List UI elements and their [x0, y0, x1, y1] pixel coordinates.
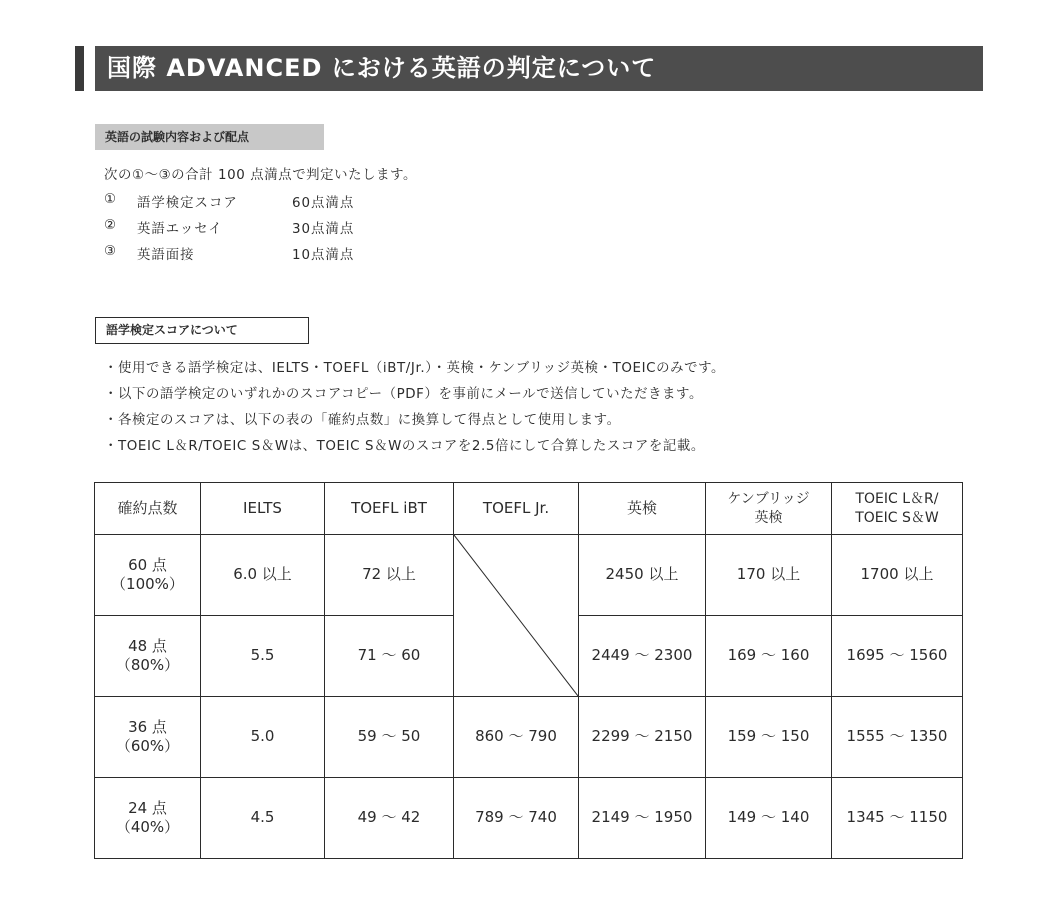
item-name: 語学検定スコア: [137, 196, 238, 211]
toeic-cell: 1700 以上: [832, 535, 963, 616]
points-cell: 36 点 （60%）: [95, 697, 201, 778]
page-title: 国際 ADVANCED における英語の判定について: [95, 46, 983, 91]
bullet-text: ・TOEIC L＆R/TOEIC S＆Wは、TOEIC S＆Wのスコアを2.5倍にして合算したスコアを記載。: [104, 439, 705, 454]
toefl-ibt-cell: 59 ～ 50: [325, 697, 454, 778]
header-cell: 英検: [579, 483, 706, 535]
toefl-ibt-cell: 72 以上: [325, 535, 454, 616]
ielts-cell: 4.5: [201, 778, 325, 859]
table-row: [95, 697, 963, 778]
toefl-jr-cell: 789 ～ 740: [454, 778, 579, 859]
eiken-cell: 2449 ～ 2300: [579, 616, 706, 697]
toeic-cell: 1345 ～ 1150: [832, 778, 963, 859]
cambridge-cell: 159 ～ 150: [706, 697, 832, 778]
toeic-cell: 1695 ～ 1560: [832, 616, 963, 697]
toefl-ibt-cell: 71 ～ 60: [325, 616, 454, 697]
header-cell: TOEFL Jr.: [454, 483, 579, 535]
item-score: 60点満点: [292, 196, 355, 211]
table-row: [95, 535, 963, 616]
intro-text: 次の①～③の合計 100 点満点で判定いたします。: [104, 168, 418, 183]
item-number: ③: [104, 244, 118, 259]
header-cell: IELTS: [201, 483, 325, 535]
section-label-exam-content: 英語の試験内容および配点: [95, 124, 324, 150]
toefl-ibt-cell: 49 ～ 42: [325, 778, 454, 859]
points-cell: 48 点 （80%）: [95, 616, 201, 697]
table-row: [95, 778, 963, 859]
toefl-jr-cell: 860 ～ 790: [454, 697, 579, 778]
ielts-cell: 5.0: [201, 697, 325, 778]
header-cell: TOEIC L＆R/ TOEIC S＆W: [832, 483, 963, 535]
cambridge-cell: 170 以上: [706, 535, 832, 616]
table-header-row: [95, 483, 963, 535]
item-name: 英語面接: [137, 248, 195, 263]
header-cell: TOEFL iBT: [325, 483, 454, 535]
score-conversion-table: [94, 482, 963, 859]
item-name: 英語エッセイ: [137, 222, 223, 237]
toefl-jr-not-applicable-cell: [454, 535, 579, 697]
bullet-text: ・使用できる語学検定は、IELTS・TOEFL（iBT/Jr.）・英検・ケンブリッジ英検・TOEICのみです。: [104, 361, 725, 376]
ielts-cell: 6.0 以上: [201, 535, 325, 616]
section-label-language-score: 語学検定スコアについて: [95, 317, 309, 344]
item-score: 30点満点: [292, 222, 355, 237]
cambridge-cell: 149 ～ 140: [706, 778, 832, 859]
eiken-cell: 2299 ～ 2150: [579, 697, 706, 778]
toeic-cell: 1555 ～ 1350: [832, 697, 963, 778]
title-accent-bar: [75, 46, 84, 91]
eiken-cell: 2149 ～ 1950: [579, 778, 706, 859]
header-cell: ケンブリッジ 英検: [706, 483, 832, 535]
bullet-text: ・各検定のスコアは、以下の表の「確約点数」に換算して得点として使用します。: [104, 413, 621, 428]
item-number: ①: [104, 192, 118, 207]
points-cell: 24 点 （40%）: [95, 778, 201, 859]
header-cell: 確約点数: [95, 483, 201, 535]
diagonal-slash: [454, 535, 578, 696]
item-score: 10点満点: [292, 248, 355, 263]
bullet-text: ・以下の語学検定のいずれかのスコアコピー（PDF）を事前にメールで送信していただきます。: [104, 387, 703, 402]
ielts-cell: 5.5: [201, 616, 325, 697]
points-cell: 60 点 （100%）: [95, 535, 201, 616]
item-number: ②: [104, 218, 118, 233]
eiken-cell: 2450 以上: [579, 535, 706, 616]
cambridge-cell: 169 ～ 160: [706, 616, 832, 697]
